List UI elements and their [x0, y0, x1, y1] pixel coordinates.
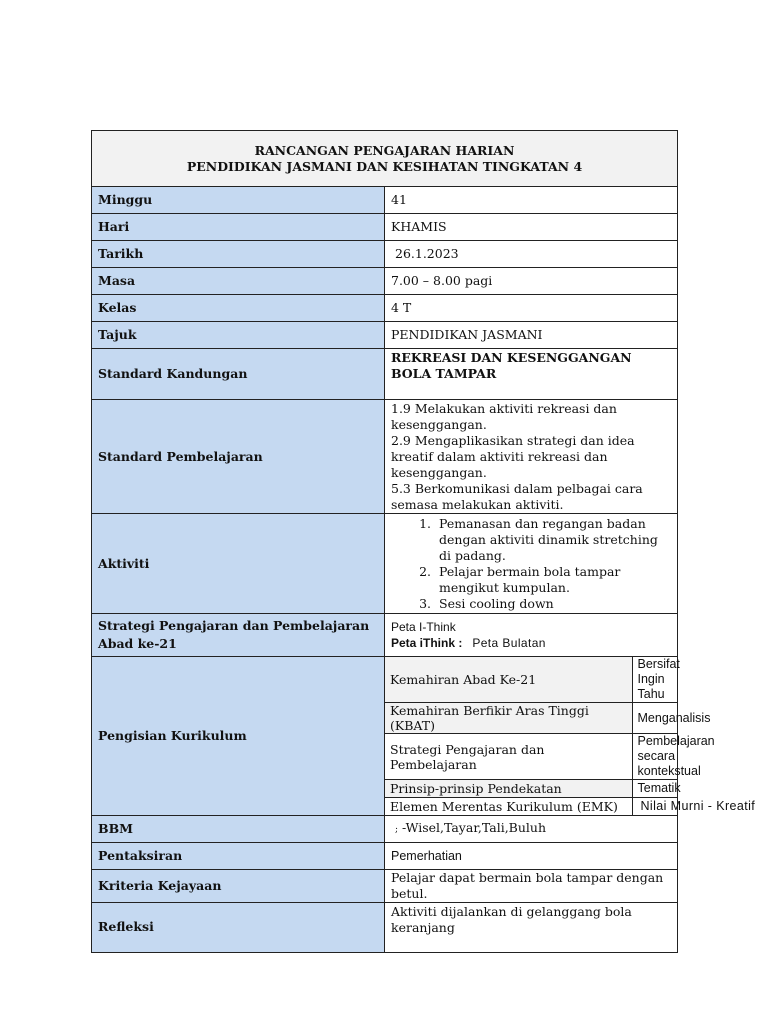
aktiviti-value — [385, 514, 678, 614]
pengisian-kurikulum-value — [385, 657, 756, 816]
pentaksiran-value: Pemerhatian — [385, 842, 678, 869]
kelas-label: Kelas — [92, 295, 385, 322]
kelas-value: 4 T — [385, 295, 678, 322]
standard-pembelajaran-item: 2.9 Mengaplikasikan strategi dan idea kreatif dalam aktiviti rekreasi dan kesenggangan. — [391, 433, 635, 480]
pengisian-item-name: Elemen Merentas Kurikulum (EMK) — [385, 798, 632, 815]
kriteria-kejayaan-value: Pelajar dapat bermain bola tampar dengan betul. — [385, 869, 678, 902]
hari-label: Hari — [92, 214, 385, 241]
hari-value: KHAMIS — [385, 214, 678, 241]
pengisian-item-value: Menganalisis — [632, 703, 677, 734]
aktiviti-item: 1. Pemanasan dan regangan badan dengan aktiviti dinamik stretching di padang. — [435, 516, 671, 564]
pengisian-item-name: Strategi Pengajaran dan Pembelajaran — [385, 734, 632, 780]
minggu-value: 41 — [385, 187, 678, 214]
pengisian-item-value: Bersifat Ingin Tahu — [632, 657, 677, 703]
header-title-line2: PENDIDIKAN JASMANI DAN KESIHATAN TINGKATAN 4 — [186, 158, 583, 174]
bbm-label: BBM — [92, 815, 385, 842]
strategi-line1: Peta I-Think — [391, 620, 456, 634]
pengisian-kurikulum-label: Pengisian Kurikulum — [92, 657, 385, 816]
strategi-value — [385, 614, 678, 657]
refleksi-value: Aktiviti dijalankan di gelanggang bola keranjang — [385, 902, 678, 952]
header-title-line1: RANCANGAN PENGAJARAN HARIAN — [254, 142, 515, 158]
minggu-label: Minggu — [92, 187, 385, 214]
strategi-line2 — [391, 635, 671, 651]
bbm-prefix: ; — [395, 824, 399, 835]
standard-kandungan-line2: BOLA TAMPAR — [391, 366, 497, 381]
masa-value: 7.00 – 8.00 pagi — [385, 268, 678, 295]
standard-kandungan-label: Standard Kandungan — [92, 349, 385, 400]
pengisian-item-value: Nilai Murni - Kreatif — [632, 798, 677, 815]
bbm-text: -Wisel,Tayar,Tali,Buluh — [402, 819, 547, 835]
aktiviti-item: 2. Pelajar bermain bola tampar mengikut kumpulan. — [435, 564, 671, 596]
pengisian-item-name: Prinsip-prinsip Pendekatan — [385, 780, 632, 798]
kriteria-kejayaan-label: Kriteria Kejayaan — [92, 869, 385, 902]
tarikh-label: Tarikh — [92, 241, 385, 268]
document-header — [92, 131, 678, 187]
lesson-plan-sheet — [91, 130, 756, 953]
pengisian-item-name: Kemahiran Abad Ke-21 — [385, 657, 632, 703]
pengisian-item-name: Kemahiran Berfikir Aras Tinggi (KBAT) — [385, 703, 632, 734]
tajuk-label: Tajuk — [92, 322, 385, 349]
tarikh-value: 26.1.2023 — [385, 241, 678, 268]
masa-label: Masa — [92, 268, 385, 295]
standard-kandungan-line1: REKREASI DAN KESENGGANGAN — [391, 350, 632, 365]
standard-pembelajaran-label: Standard Pembelajaran — [92, 400, 385, 514]
aktiviti-item: 3. Sesi cooling down — [435, 596, 671, 612]
peta-ithink-value: Peta Bulatan — [472, 636, 546, 650]
tajuk-value: PENDIDIKAN JASMANI — [385, 322, 678, 349]
strategi-label: Strategi Pengajaran dan Pembelajaran Abad ke-21 — [92, 614, 385, 657]
pentaksiran-label: Pentaksiran — [92, 842, 385, 869]
bbm-value — [385, 815, 678, 842]
refleksi-label: Refleksi — [92, 902, 385, 952]
lesson-plan-table — [91, 130, 756, 953]
pengisian-item-value: Pembelajaran secara kontekstual — [632, 734, 677, 780]
standard-pembelajaran-item: 5.3 Berkomunikasi dalam pelbagai cara semasa melakukan aktiviti. — [391, 481, 643, 512]
standard-kandungan-value — [385, 349, 678, 400]
pengisian-item-value: Tematik — [632, 780, 677, 798]
aktiviti-list — [391, 516, 671, 612]
aktiviti-label: Aktiviti — [92, 514, 385, 614]
standard-pembelajaran-value — [385, 400, 678, 514]
standard-pembelajaran-item: 1.9 Melakukan aktiviti rekreasi dan kesenggangan. — [391, 401, 617, 432]
peta-ithink-label: Peta iThink : — [391, 636, 463, 650]
pengisian-kurikulum-table — [385, 657, 756, 815]
